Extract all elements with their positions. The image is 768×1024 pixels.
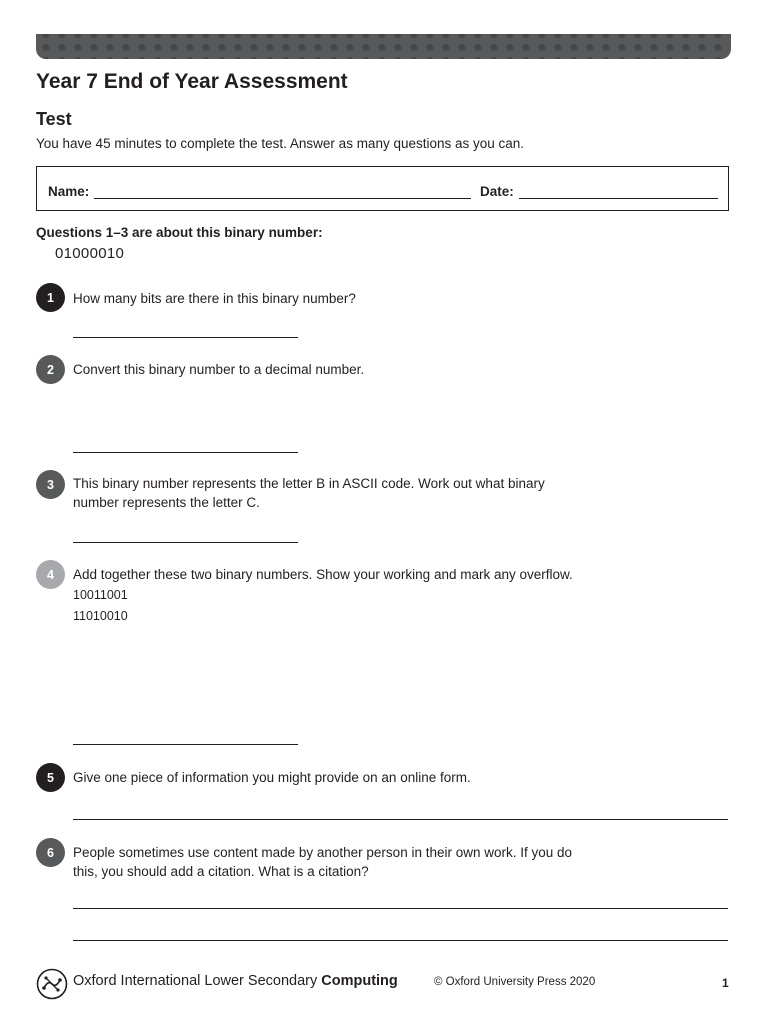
answer-line-5[interactable] — [73, 819, 728, 820]
answer-line-1[interactable] — [73, 337, 298, 338]
question-4-text: Add together these two binary numbers. Show your working and mark any overflow. — [73, 567, 573, 582]
question-number-4: 4 — [36, 560, 65, 589]
questions-lead-text: Questions 1–3 are about this binary number: — [36, 225, 323, 240]
date-field[interactable] — [519, 198, 718, 199]
question-5-text: Give one piece of information you might provide on an online form. — [73, 770, 471, 785]
date-label: Date: — [480, 184, 514, 199]
answer-line-4[interactable] — [73, 744, 298, 745]
question-number-2: 2 — [36, 355, 65, 384]
question-number-3: 3 — [36, 470, 65, 499]
answer-line-3[interactable] — [73, 542, 298, 543]
question-2-text: Convert this binary number to a decimal number. — [73, 362, 365, 377]
header-banner — [36, 34, 731, 59]
binary-operand-1: 10011001 — [73, 588, 128, 602]
question-6-text: People sometimes use content made by another person in their own work. If you do this, you should add a citation. What is a citation? — [73, 845, 573, 879]
name-field[interactable] — [94, 198, 471, 199]
question-number-6: 6 — [36, 838, 65, 867]
oxford-computing-logo-icon — [36, 968, 68, 1000]
footer-subject: Computing — [321, 973, 398, 989]
name-date-box — [36, 166, 729, 211]
question-3-text: This binary number represents the letter B in ASCII code. Work out what binary number represents the letter C. — [73, 476, 545, 510]
question-number-1: 1 — [36, 283, 65, 312]
footer-copyright: © Oxford University Press 2020 — [434, 976, 596, 988]
page-number: 1 — [722, 976, 729, 990]
instructions-text: You have 45 minutes to complete the test. Answer as many questions as you can. — [36, 136, 525, 151]
page-title: Year 7 End of Year Assessment — [36, 70, 348, 93]
footer-series: Oxford International Lower Secondary — [73, 973, 318, 989]
question-number-5: 5 — [36, 763, 65, 792]
name-label: Name: — [48, 184, 90, 199]
answer-line-6a[interactable] — [73, 908, 728, 909]
footer-series-title — [73, 973, 398, 989]
page-subtitle: Test — [36, 109, 72, 129]
answer-line-6b[interactable] — [73, 940, 728, 941]
answer-line-2[interactable] — [73, 452, 298, 453]
question-1-text: How many bits are there in this binary number? — [73, 291, 356, 306]
binary-number: 01000010 — [55, 245, 125, 262]
binary-operand-2: 11010010 — [73, 609, 128, 623]
